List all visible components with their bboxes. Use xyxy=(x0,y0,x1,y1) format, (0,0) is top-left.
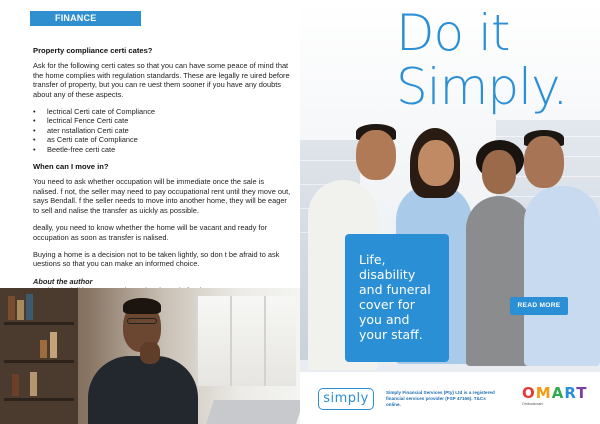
footer-disclaimer: Simply Financial Services (Pty) Ltd is a registered financial services provider (FSP 47166). T&Cs online. xyxy=(386,390,495,407)
headline-line-1: Do it xyxy=(396,4,510,62)
window-illustration xyxy=(196,296,296,386)
photo-man-at-laptop xyxy=(0,288,300,424)
paragraph-occupation: You need to ask whether occupation will be immediate once the sale is nalised. f not, the seller may need to pay occupational rent until they move out, says Bendall. f the seller needs to move into another home, they will be eager to sell and nalise the transfer as uickly as possible. xyxy=(33,177,291,215)
man-hair xyxy=(123,298,161,314)
headline-line-2: Simply. xyxy=(396,58,568,116)
ad-footer xyxy=(300,372,600,424)
laptop-illustration xyxy=(206,400,300,424)
paragraph-decision: Buying a home is a decision not to be taken lightly, so don t be afraid to ask uestions so that you can make an informed choice. xyxy=(33,249,280,269)
author-heading: About the author xyxy=(33,276,93,286)
paragraph-compliance: Ask for the following certi cates so that you can have some peace of mind that the home complies with regulation standards. These are legally re uired before transfer of property, but you can re uest them sooner if you have any doubts about any of these aspects. xyxy=(33,61,290,99)
list-item: • ater nstallation Certi cate xyxy=(33,126,291,135)
certificate-list xyxy=(33,107,291,154)
paragraph-vacant: deally, you need to know whether the home will be vacant and ready for occupation as soon as transfer is nalised. xyxy=(33,223,268,242)
section-tag: FINANCE xyxy=(30,11,141,26)
list-item: • Beetle-free certi cate xyxy=(33,145,291,154)
heading-move-in: When can I move in? xyxy=(33,162,109,172)
list-item: • as Certi cate of Compliance xyxy=(33,135,291,144)
article xyxy=(33,46,291,296)
glasses-illustration xyxy=(127,318,157,324)
omart-wordmark: OMART xyxy=(522,384,588,402)
promo-box: Life, disability and funeral cover for you and your staff. xyxy=(345,234,449,362)
read-more-button[interactable]: READ MORE xyxy=(510,297,568,315)
list-item: • lectrical Fence Certi cate xyxy=(33,116,291,125)
man-body xyxy=(88,356,198,424)
simply-logo[interactable]: simply xyxy=(318,388,374,410)
omart-subtitle: Ombudsman xyxy=(522,402,543,406)
omart-logo[interactable] xyxy=(522,385,592,406)
list-item: • lectrical Certi cate of Compliance xyxy=(33,107,291,116)
man-hand xyxy=(140,342,160,364)
bookshelf-illustration xyxy=(0,288,78,424)
headline xyxy=(396,6,600,114)
heading-compliance: Property compliance certi cates? xyxy=(33,46,153,55)
